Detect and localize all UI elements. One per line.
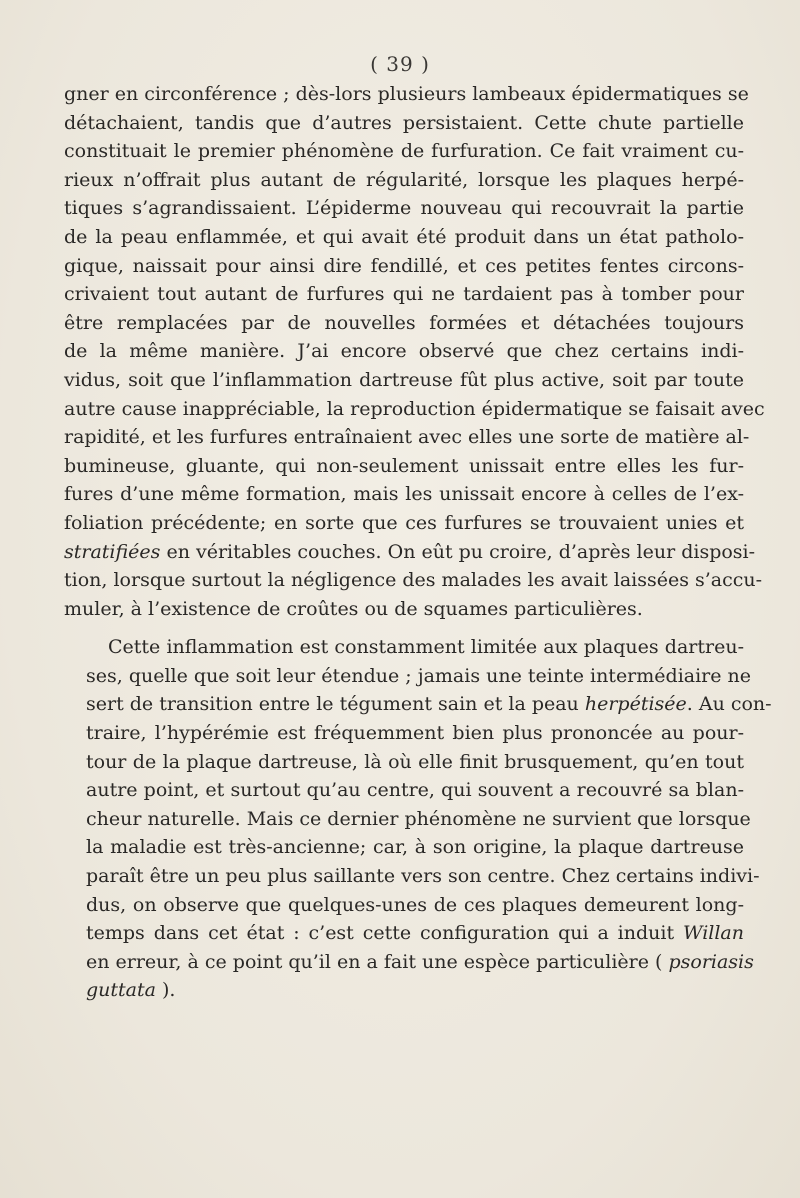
text-line: tour de la plaque dartreuse, là où elle finit brusquement, qu’en tout: [86, 750, 744, 773]
text-line: foliation précédente; en sorte que ces furfures se trouvaient unies et: [64, 511, 744, 534]
text-line: ses, quelle que soit leur étendue ; jamais une teinte intermédiaire ne: [86, 664, 752, 687]
text-line: tion, lorsque surtout la négligence des malades les avait laissées s’accu-: [64, 569, 763, 592]
page-number: ( 39 ): [370, 52, 430, 76]
text-line: fures d’une même formation, mais les unissait encore à celles de l’ex-: [64, 483, 744, 506]
text-line: être remplacées par de nouvelles formées et détachées toujours: [64, 311, 744, 334]
italic-term: guttata: [86, 979, 156, 1002]
italic-term: stratifiées: [64, 540, 161, 563]
italic-term: psoriasis: [668, 950, 754, 973]
text-line: paraît être un peu plus saillante vers son centre. Chez certains indivi-: [86, 865, 760, 888]
text-line: crivaient tout autant de furfures qui ne tardaient pas à tomber pour: [64, 283, 744, 306]
text-line: stratifiées en véritables couches. On eût pu croire, d’après leur disposi-: [64, 540, 756, 563]
italic-term: Willan: [683, 922, 744, 945]
text-line: dus, on observe que quelques-unes de ces plaques demeurent long-: [86, 893, 744, 916]
body-text: [64, 80, 772, 1005]
text-line: bumineuse, gluante, qui non-seulement unissait entre elles les fur-: [64, 454, 744, 477]
text-line: traire, l’hypérémie est fréquemment bien plus prononcée au pour-: [86, 722, 744, 745]
text-line: autre cause inappréciable, la reproduction épidermatique se faisait avec: [64, 397, 765, 420]
paragraph-1: [64, 80, 765, 623]
text-line: tiques s’agrandissaient. L’épiderme nouveau qui recouvrait la partie: [64, 197, 744, 220]
text-line: la maladie est très-ancienne; car, à son origine, la plaque dartreuse: [86, 836, 744, 859]
text-line: temps dans cet état : c’est cette configuration qui a induit Willan: [86, 922, 744, 945]
text-line: constituait le premier phénomène de furfuration. Ce fait vraiment cu-: [64, 140, 744, 163]
text-line: rieux n’offrait plus autant de régularité, lorsque les plaques herpé-: [64, 168, 744, 191]
text-line: de la même manière. J’ai encore observé que chez certains indi-: [64, 340, 744, 363]
text-line: rapidité, et les furfures entraînaient avec elles une sorte de matière al-: [64, 426, 750, 449]
italic-term: herpétisée: [584, 693, 687, 716]
text-line: muler, à l’existence de croûtes ou de squames particulières.: [64, 597, 643, 620]
text-line: détachaient, tandis que d’autres persistaient. Cette chute partielle: [64, 111, 744, 134]
text-line: gner en circonférence ; dès-lors plusieurs lambeaux épidermatiques se: [64, 83, 749, 105]
text-line: Cette inflammation est constamment limitée aux plaques dartreu-: [108, 636, 744, 659]
text-line: sert de transition entre le tégument sain et la peau herpétisée. Au con-: [86, 693, 772, 716]
text-line: vidus, soit que l’inflammation dartreuse fût plus active, soit par toute: [64, 368, 744, 391]
text-line: en erreur, à ce point qu’il en a fait une espèce particulière ( psoriasis: [86, 950, 754, 973]
text-line: gique, naissait pour ainsi dire fendillé, et ces petites fentes circons-: [64, 254, 744, 277]
text-line: de la peau enflammée, et qui avait été produit dans un état patholo-: [64, 225, 744, 248]
text-line: autre point, et surtout qu’au centre, qui souvent a recouvré sa blan-: [86, 779, 744, 802]
paragraph-2: [64, 633, 772, 1005]
text-line: cheur naturelle. Mais ce dernier phénomène ne survient que lorsque: [86, 807, 751, 830]
text-line: guttata ).: [86, 979, 176, 1002]
